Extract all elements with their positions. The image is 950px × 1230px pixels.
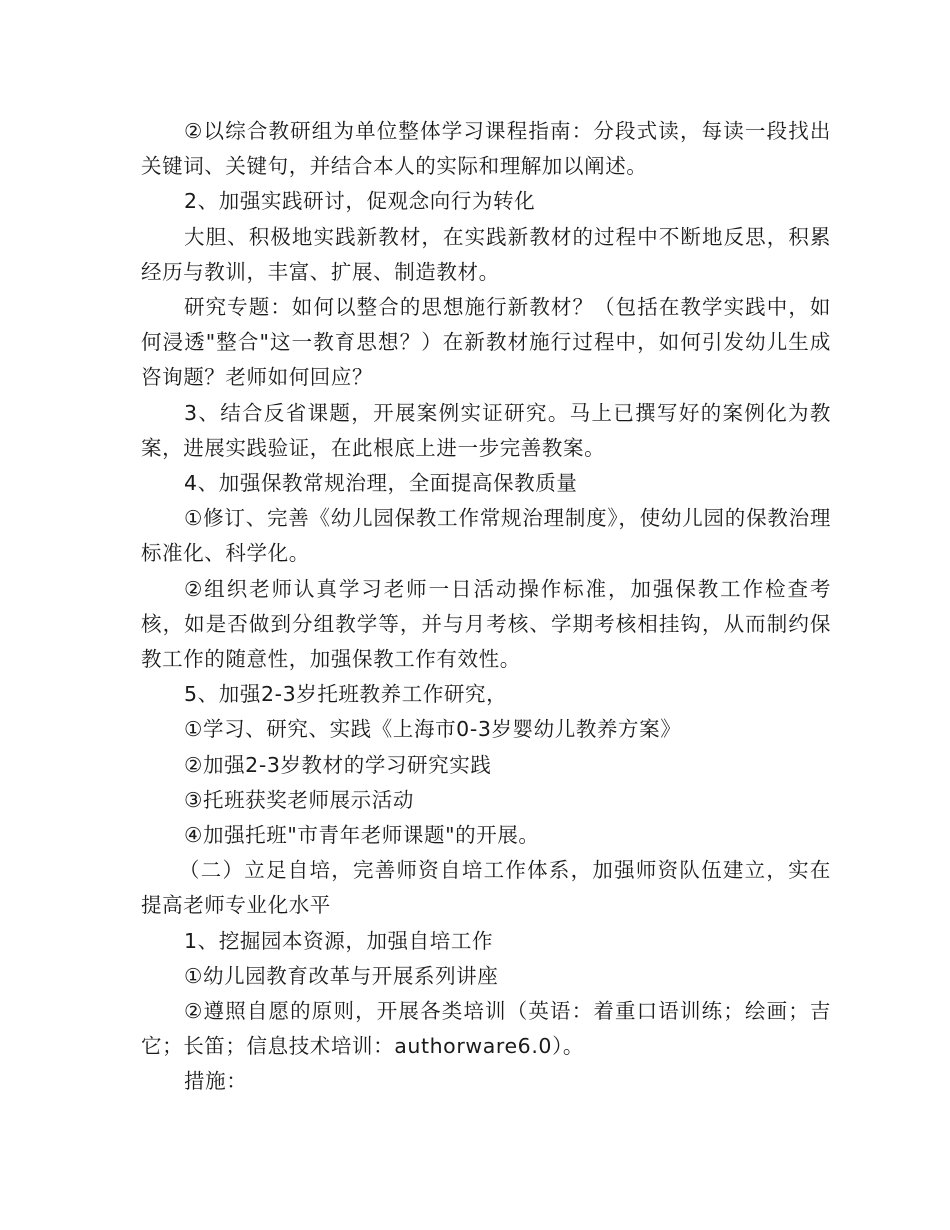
paragraph-7: ①修订、完善《幼儿园保教工作常规治理制度》，使幼儿园的保教治理标准化、科学化。 [141,506,831,566]
paragraph-4: 研究专题：如何以整合的思想施行新教材？（包括在教学实践中，如何浸透"整合"这一教育思想？）在新教材施行过程中，如何引发幼儿生成咨询题？老师如何回应？ [141,295,831,390]
paragraph-9: 5、加强2-3岁托班教养工作研究， [184,682,508,707]
paragraph-13: ④加强托班"市青年老师课题"的开展。 [184,823,540,848]
paragraph-11: ②加强2-3岁教材的学习研究实践 [184,752,492,777]
paragraph-10: ①学习、研究、实践《上海市0-3岁婴幼儿教养方案》 [184,717,682,742]
document-body [141,114,831,1100]
paragraph-6: 4、加强保教常规治理，全面提高保教质量 [184,471,578,496]
paragraph-12: ③托班获奖老师展示活动 [184,787,414,812]
paragraph-1: ②以综合教研组为单位整体学习课程指南：分段式读，每读一段找出关键词、关键句，并结合本人的实际和理解加以阐述。 [141,119,831,179]
paragraph-14: （二）立足自培，完善师资自培工作体系，加强师资队伍建立，实在提高老师专业化水平 [141,858,831,918]
paragraph-18: 措施： [184,1069,248,1094]
paragraph-5: 3、结合反省课题，开展案例实证研究。马上已撰写好的案例化为教案，进展实践验证，在此根底上进一步完善教案。 [141,400,831,460]
paragraph-16: ①幼儿园教育改革与开展系列讲座 [184,963,499,988]
paragraph-17: ②遵照自愿的原则，开展各类培训（英语：着重口语训练；绘画；吉它；长笛；信息技术培训：authorware6.0）。 [141,999,831,1059]
paragraph-8: ②组织老师认真学习老师一日活动操作标准，加强保教工作检查考核，如是否做到分组教学等，并与月考核、学期考核相挂钩，从而制约保教工作的随意性，加强保教工作有效性。 [141,576,831,672]
paragraph-3: 大胆、积极地实践新教材，在实践新教材的过程中不断地反思，积累经历与教训，丰富、扩展、制造教材。 [141,224,831,284]
paragraph-15: 1、挖掘园本资源，加强自培工作 [184,928,494,953]
paragraph-2: 2、加强实践研讨，促观念向行为转化 [184,189,536,214]
